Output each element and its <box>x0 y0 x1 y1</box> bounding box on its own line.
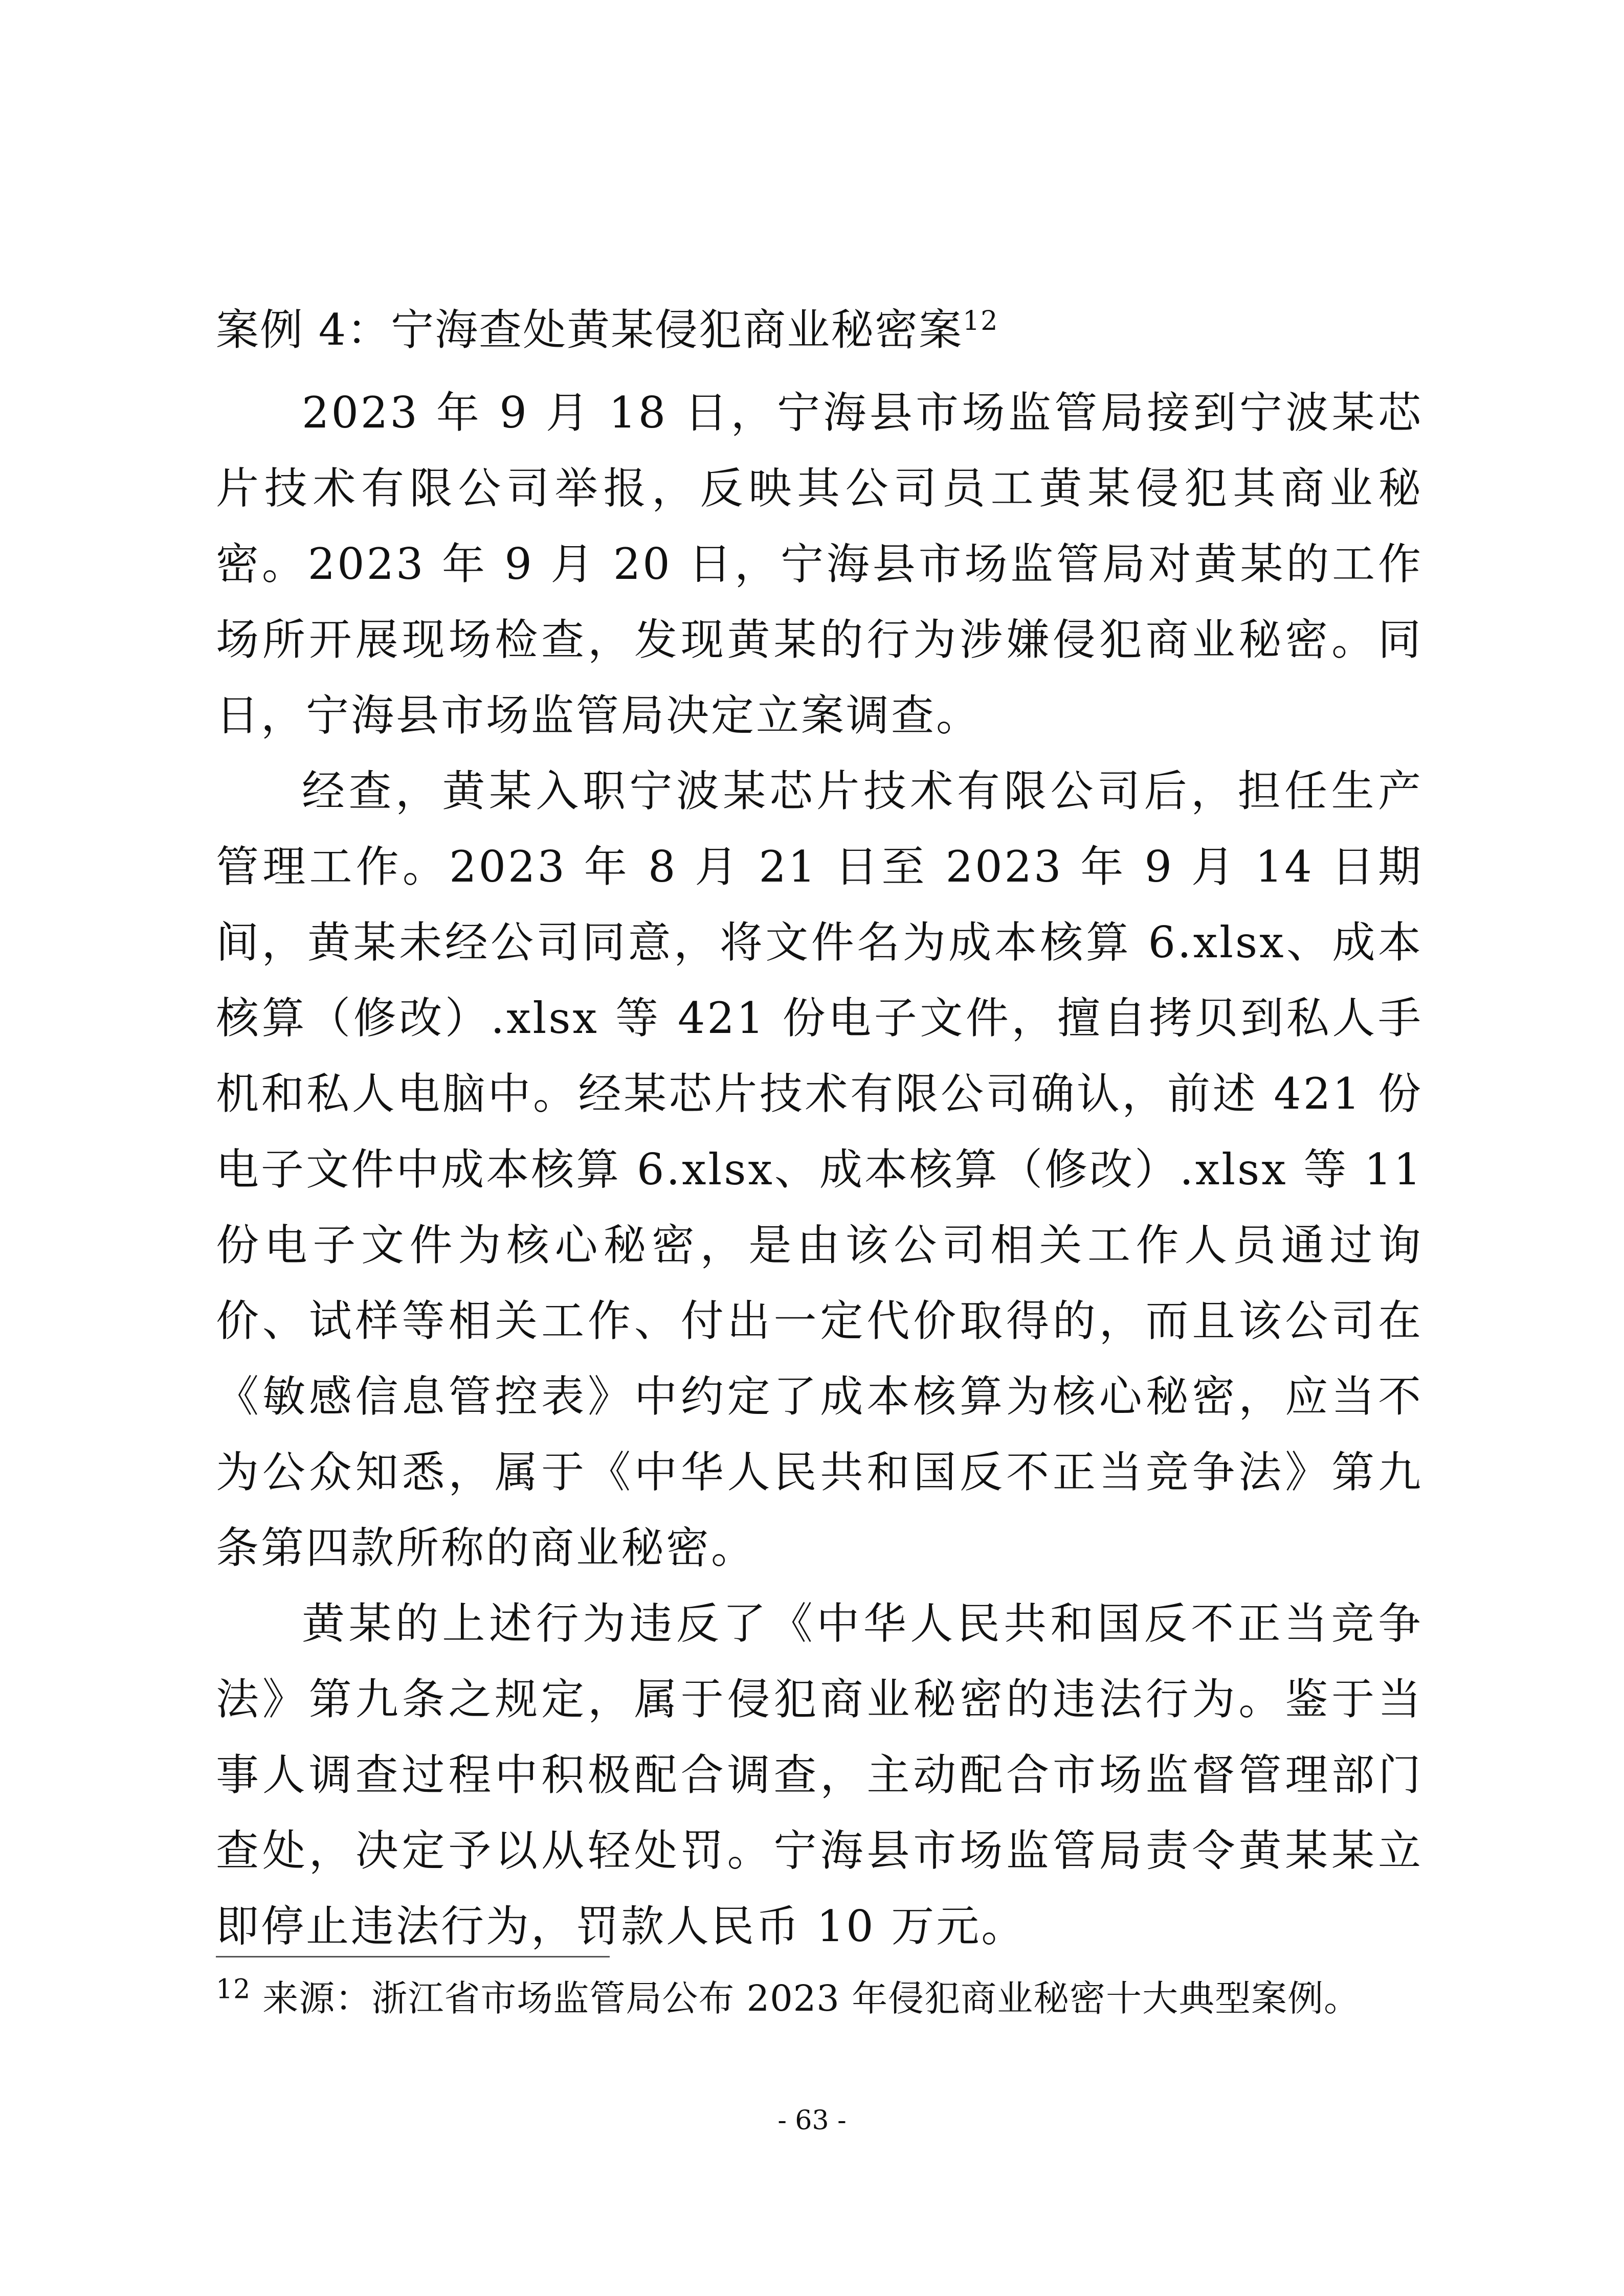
paragraph-report: 2023 年 9 月 18 日，宁海县市场监管局接到宁波某芯片技术有限公司举报，反映其公司员工黄某侵犯其商业秘密。2023 年 9 月 20 日，宁海县市场监管局对黄某的工作场所开展现场检查，发现黄某的行为涉嫌侵犯商业秘密。同日，宁海县市场监管局决定立案调查。 <box>216 388 1423 740</box>
footnote <box>216 1973 1433 2024</box>
footnote-divider <box>216 1956 610 1957</box>
page-number: - 63 - <box>777 2105 847 2136</box>
footnote-text: 来源：浙江省市场监管局公布 2023 年侵犯商业秘密十大典型案例。 <box>251 1977 1361 2019</box>
footnote-reference: 12 <box>963 306 999 336</box>
paragraph-penalty: 黄某的上述行为违反了《中华人民共和国反不正当竞争法》第九条之规定，属于侵犯商业秘密的违法行为。鉴于当事人调查过程中积极配合调查，主动配合市场监督管理部门查处，决定予以从轻处罚。宁海县市场监管局责令黄某某立即停止违法行为，罚款人民币 10 万元。 <box>216 1599 1423 1951</box>
case-title-text: 案例 4：宁海查处黄某侵犯商业秘密案 <box>216 305 963 355</box>
paragraph-investigation: 经查，黄某入职宁波某芯片技术有限公司后，担任生产管理工作。2023 年 8 月 21 日至 2023 年 9 月 14 日期间，黄某未经公司同意，将文件名为成本核算 6.xlsx、成本核算（修改）.xlsx 等 421 份电子文件，擅自拷贝到私人手机和私人电脑中。经某芯片技术有限公司确认，前述 421 份电子文件中成本核算 6.xlsx、成本核算（修改）.xlsx 等 11 份电子文件为核心秘密，是由该公司相关工作人员通过询价、试样等相关工作、付出一定代价取得的，而且该公司在《敏感信息管控表》中约定了成本核算为核心秘密，应当不为公众知悉，属于《中华人民共和国反不正当竞争法》第九条第四款所称的商业秘密。 <box>216 766 1423 1573</box>
case-title <box>216 299 1433 361</box>
footnote-number: 12 <box>216 1974 251 2005</box>
case-body <box>216 375 1423 1964</box>
